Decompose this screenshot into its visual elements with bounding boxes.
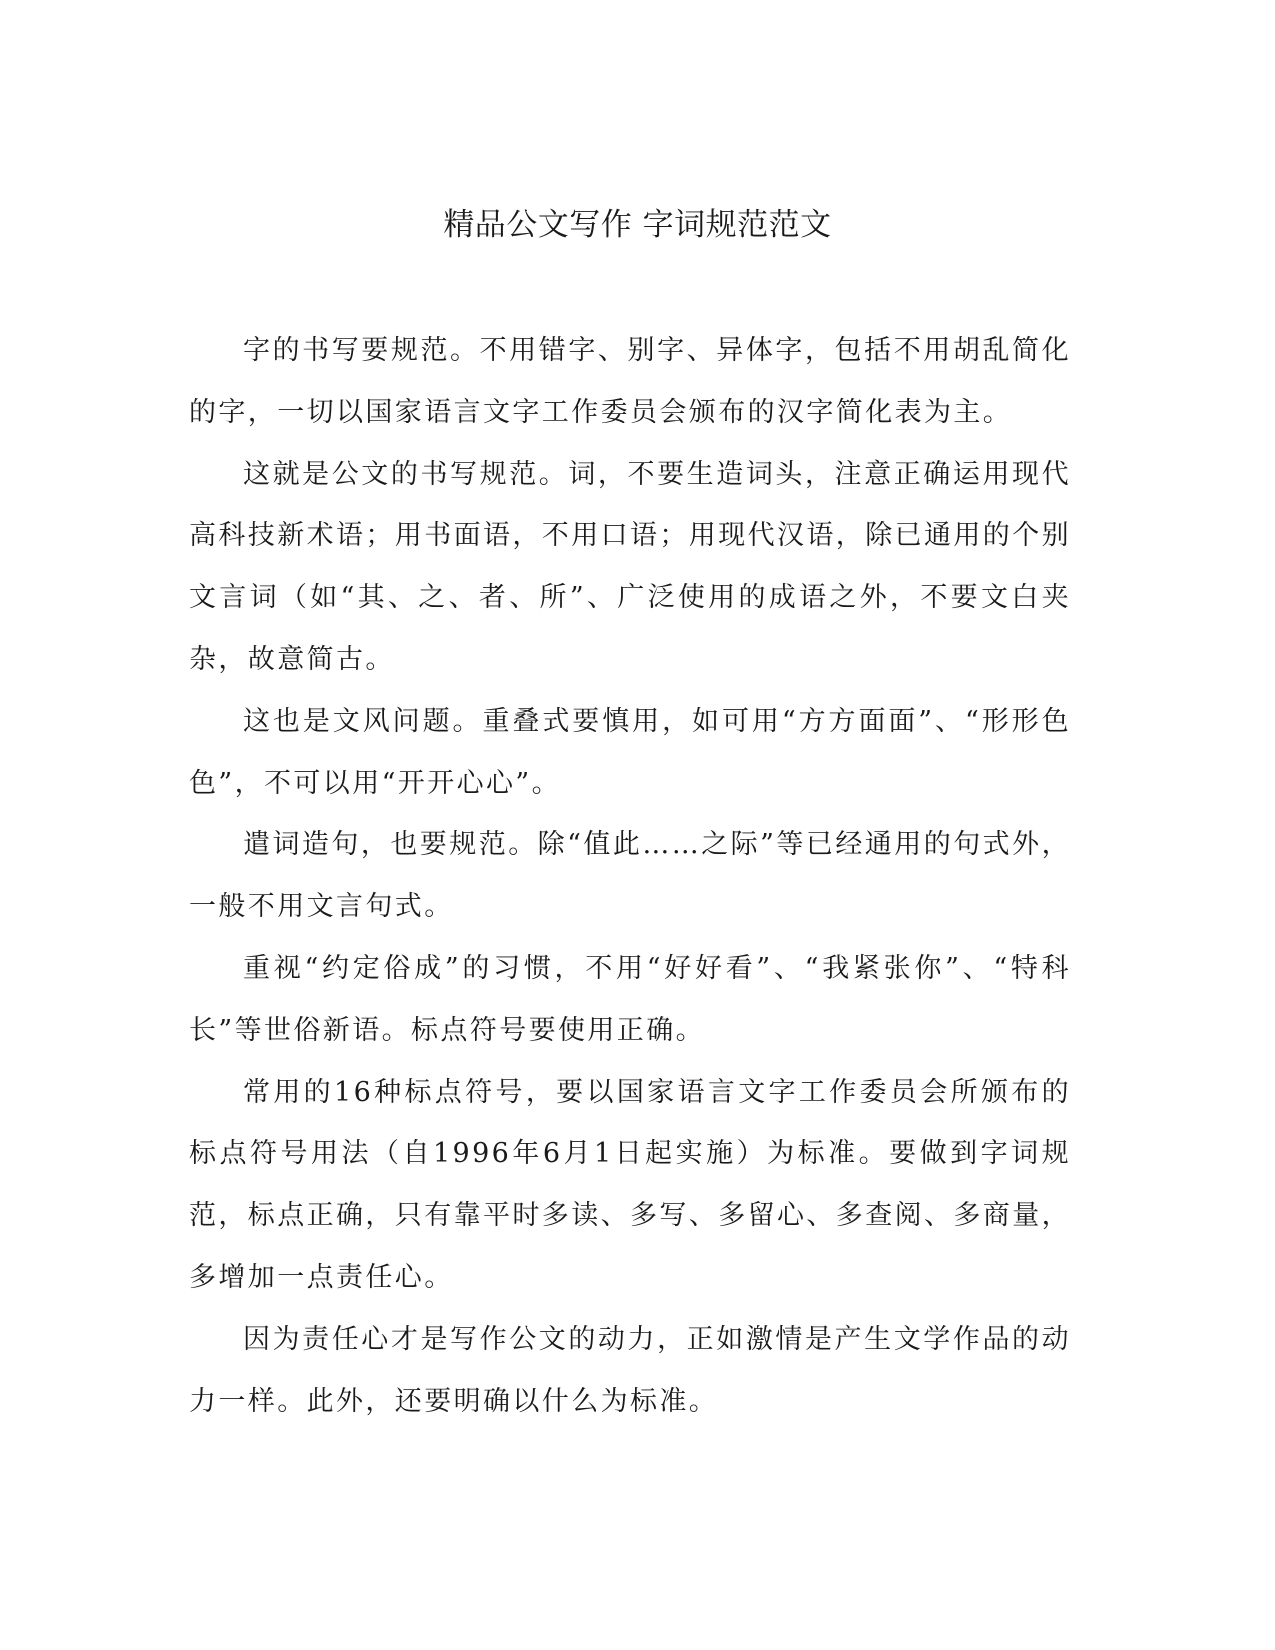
paragraph-2: 这就是公文的书写规范。词，不要生造词头，注意正确运用现代高科技新术语；用书面语，不用口语；用现代汉语，除已通用的个别文言词（如“其、之、者、所”、广泛使用的成语之外，不要文白夹杂，故意简古。 — [189, 458, 1071, 675]
paragraph-7: 因为责任心才是写作公文的动力，正如激情是产生文学作品的动力一样。此外，还要明确以什么为标准。 — [189, 1323, 1071, 1417]
paragraph-4: 遣词造句，也要规范。除“值此……之际”等已经通用的句式外，一般不用文言句式。 — [189, 829, 1071, 923]
paragraph-3: 这也是文风问题。重叠式要慎用，如可用“方方面面”、“形形色色”，不可以用“开开心心”。 — [189, 705, 1071, 799]
paragraph-5: 重视“约定俗成”的习惯，不用“好好看”、“我紧张你”、“特科长”等世俗新语。标点符号要使用正确。 — [189, 952, 1071, 1046]
paragraph-1: 字的书写要规范。不用错字、别字、异体字，包括不用胡乱简化的字，一切以国家语言文字工作委员会颁布的汉字简化表为主。 — [189, 335, 1071, 428]
document-title: 精品公文写作 字词规范范文 — [443, 207, 832, 243]
paragraph-6: 常用的16种标点符号，要以国家语言文字工作委员会所颁布的标点符号用法（自1996年6月1日起实施）为标准。要做到字词规范，标点正确，只有靠平时多读、多写、多留心、多查阅、多商量，多增加一点责任心。 — [189, 1076, 1071, 1293]
document-body — [189, 320, 1071, 1432]
